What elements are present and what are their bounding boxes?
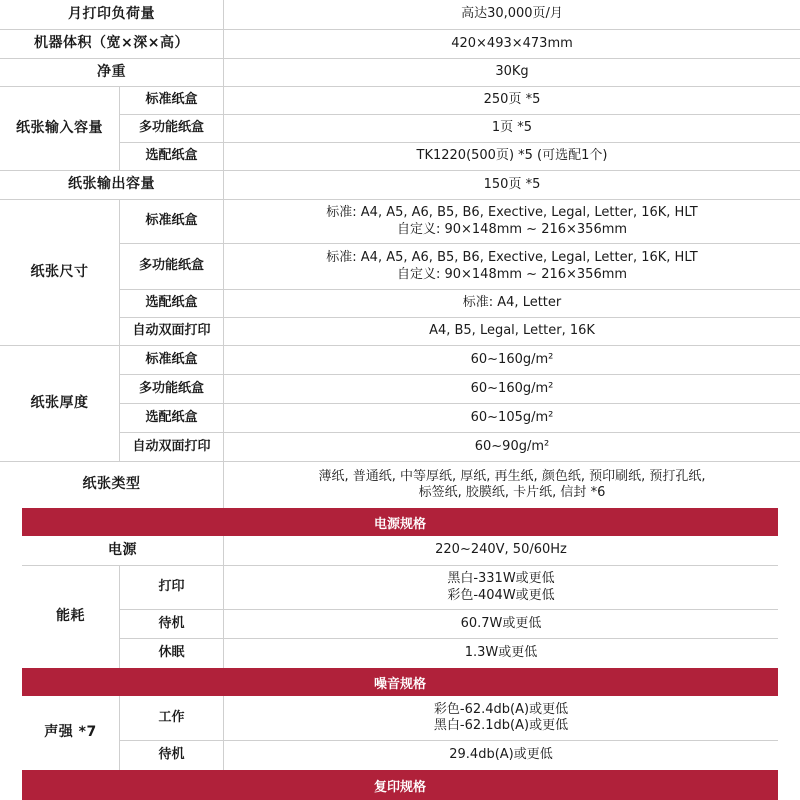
- sublabel-input-multi: 多功能纸盒: [120, 115, 224, 143]
- sublabel-size-optional: 选配纸盒: [120, 290, 224, 318]
- value-consumption-sleep: [224, 639, 778, 668]
- value-power-source: 220~240V, 50/60Hz: [224, 536, 778, 566]
- label-output-capacity: 纸张输出容量: [0, 171, 224, 200]
- value-monthly-duty: 高达30,000页/月: [224, 0, 800, 30]
- size-multi-line2: 自定义: 90×148mm ~ 216×356mm: [396, 266, 628, 282]
- sublabel-sound-operating: 工作: [120, 696, 224, 741]
- label-dimensions: 机器体积（宽×深×高）: [0, 30, 224, 59]
- value-sound-operating: [224, 696, 778, 741]
- value-weight-optional: 60~105g/m²: [224, 404, 800, 433]
- section-header-power: 电源规格: [22, 508, 778, 536]
- value-input-multi: 1页 *5: [224, 115, 800, 143]
- size-multi-line1: 标准: A4, A5, A6, B5, B6, Exective, Legal, Letter, 16K, HLT: [326, 250, 698, 266]
- sublabel-weight-standard: 标准纸盒: [120, 346, 224, 375]
- sublabel-size-standard: 标准纸盒: [120, 200, 224, 244]
- section-header-noise: 噪音规格: [22, 668, 778, 696]
- value-size-standard: [224, 200, 800, 244]
- size-duplex-line1: A4, B5, Legal, Letter, 16K: [429, 323, 595, 339]
- value-weight: 30Kg: [224, 59, 800, 87]
- consumption-print-line1: 黑白-331W或更低: [447, 571, 555, 587]
- label-monthly-duty: 月打印负荷量: [0, 0, 224, 30]
- label-consumption: 能耗: [22, 566, 120, 668]
- consumption-print-line2: 彩色-404W或更低: [447, 587, 555, 603]
- consumption-standby-line1: 60.7W或更低: [460, 615, 542, 631]
- sublabel-consumption-sleep: 休眠: [120, 639, 224, 668]
- label-paper-weight: 纸张厚度: [0, 346, 120, 462]
- label-input-capacity: 纸张输入容量: [0, 87, 120, 171]
- value-consumption-standby: [224, 610, 778, 639]
- label-paper-type: 纸张类型: [0, 462, 224, 508]
- size-standard-line1: 标准: A4, A5, A6, B5, B6, Exective, Legal, Letter, 16K, HLT: [326, 205, 698, 221]
- sound-standby-line1: 29.4db(A)或更低: [449, 747, 553, 763]
- value-paper-type: [224, 462, 800, 508]
- sublabel-consumption-standby: 待机: [120, 610, 224, 639]
- value-sound-standby: [224, 741, 778, 770]
- size-standard-line2: 自定义: 90×148mm ~ 216×356mm: [396, 221, 628, 237]
- sublabel-weight-optional: 选配纸盒: [120, 404, 224, 433]
- sound-operating-line1: 彩色-62.4db(A)或更低: [433, 701, 569, 717]
- label-paper-size: 纸张尺寸: [0, 200, 120, 346]
- value-weight-standard: 60~160g/m²: [224, 346, 800, 375]
- sound-operating-line2: 黑白-62.1db(A)或更低: [433, 718, 569, 733]
- sublabel-sound-standby: 待机: [120, 741, 224, 770]
- consumption-sleep-line1: 1.3W或更低: [464, 645, 538, 661]
- sublabel-consumption-print: 打印: [120, 566, 224, 610]
- sublabel-input-optional: 选配纸盒: [120, 143, 224, 171]
- label-power-source: 电源: [22, 536, 224, 566]
- section-header-copy: 复印规格: [22, 770, 778, 800]
- value-weight-duplex: 60~90g/m²: [224, 433, 800, 462]
- sublabel-size-multi: 多功能纸盒: [120, 244, 224, 290]
- sublabel-weight-multi: 多功能纸盒: [120, 375, 224, 404]
- value-consumption-print: [224, 566, 778, 610]
- label-sound: 声强 *7: [22, 696, 120, 770]
- paper-type-line1: 薄纸, 普通纸, 中等厚纸, 厚纸, 再生纸, 颜色纸, 预印刷纸, 预打孔纸,: [318, 468, 706, 484]
- value-size-duplex: [224, 318, 800, 346]
- sublabel-input-standard: 标准纸盒: [120, 87, 224, 115]
- paper-type-line2: 标签纸, 胶膜纸, 卡片纸, 信封 *6: [418, 485, 606, 500]
- size-optional-line1: 标准: A4, Letter: [462, 295, 562, 311]
- value-dimensions: 420×493×473mm: [224, 30, 800, 59]
- label-weight: 净重: [0, 59, 224, 87]
- value-input-optional: TK1220(500页) *5 (可选配1个): [224, 143, 800, 171]
- value-weight-multi: 60~160g/m²: [224, 375, 800, 404]
- value-input-standard: 250页 *5: [224, 87, 800, 115]
- sublabel-size-duplex: 自动双面打印: [120, 318, 224, 346]
- value-size-optional: [224, 290, 800, 318]
- value-output-capacity: 150页 *5: [224, 171, 800, 200]
- sublabel-weight-duplex: 自动双面打印: [120, 433, 224, 462]
- value-size-multi: [224, 244, 800, 290]
